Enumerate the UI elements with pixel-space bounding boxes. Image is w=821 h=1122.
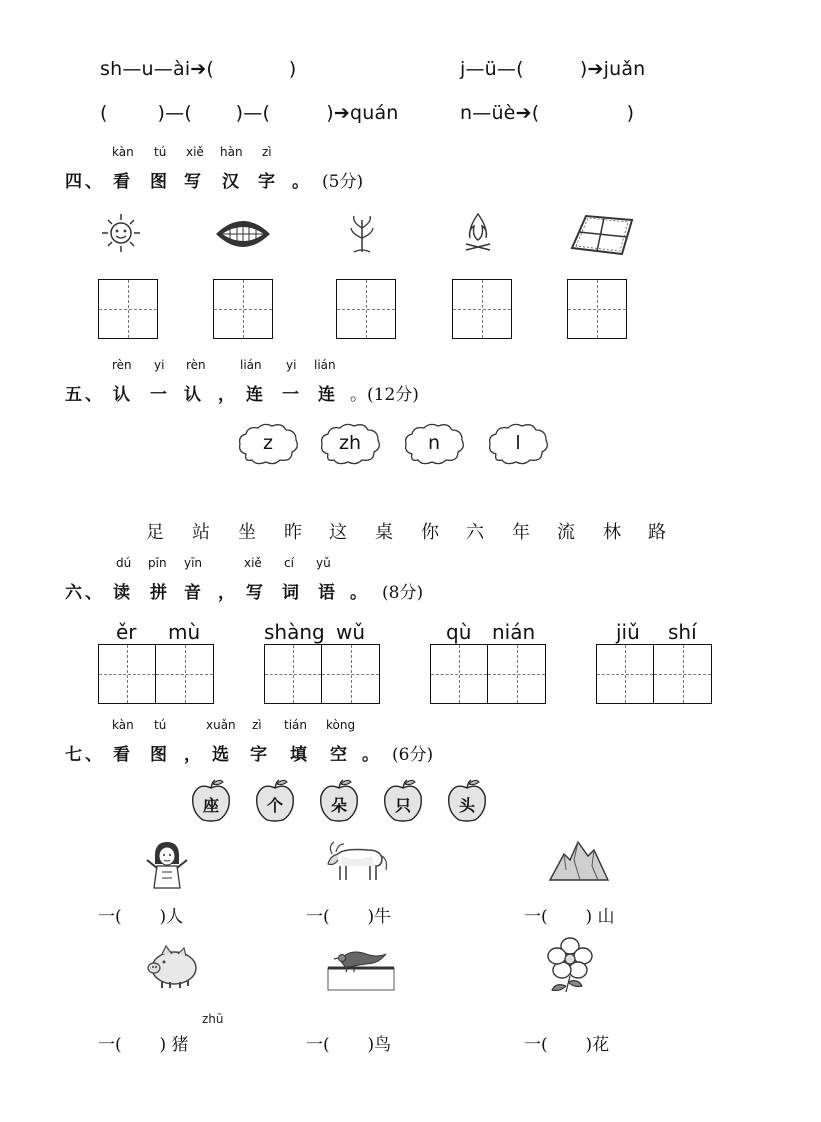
cloud-label: n bbox=[427, 432, 441, 454]
heading-char: 。 bbox=[292, 172, 309, 192]
heading-char: 选 bbox=[212, 745, 229, 765]
heading-char: 汉 bbox=[222, 172, 239, 192]
heading-char: ， bbox=[218, 583, 235, 603]
apple-tou[interactable] bbox=[444, 778, 490, 824]
writing-box[interactable] bbox=[452, 279, 512, 339]
heading-char: 看 bbox=[113, 172, 130, 192]
heading-char: 一 bbox=[282, 385, 299, 405]
heading-char: 看 bbox=[113, 745, 130, 765]
seedling-icon bbox=[346, 212, 378, 258]
word-pinyin: wǔ bbox=[336, 620, 366, 644]
word-char[interactable]: 流 bbox=[557, 522, 575, 543]
writing-box[interactable] bbox=[567, 279, 627, 339]
word-pinyin: mù bbox=[168, 620, 201, 644]
pinyin: lián bbox=[314, 358, 336, 372]
heading-char: 读 bbox=[113, 583, 130, 603]
pinyin: hàn bbox=[220, 145, 243, 159]
section-5-heading bbox=[0, 358, 821, 403]
cloud-zh[interactable] bbox=[318, 420, 382, 466]
word-writing-box[interactable] bbox=[430, 644, 546, 704]
score-label: (5分) bbox=[322, 172, 364, 192]
pinyin-line-2-right: n—üè➔( ) bbox=[460, 102, 635, 124]
heading-char: 词 bbox=[282, 583, 299, 603]
apple-label: 朵 bbox=[330, 796, 347, 815]
fill-blank-niao[interactable]: 一( )鸟 bbox=[306, 1035, 392, 1055]
word-writing-box[interactable] bbox=[596, 644, 712, 704]
score-label: 。(12分) bbox=[350, 385, 419, 405]
pinyin: kòng bbox=[326, 718, 356, 732]
apple-zhi[interactable] bbox=[380, 778, 426, 824]
heading-char: 连 bbox=[318, 385, 335, 405]
apple-label: 个 bbox=[266, 796, 283, 815]
pinyin: zì bbox=[252, 718, 262, 732]
section-number: 四 bbox=[65, 172, 82, 192]
word-pinyin: qù bbox=[446, 620, 472, 644]
bird-icon bbox=[326, 938, 396, 992]
cloud-n[interactable] bbox=[402, 420, 466, 466]
field-icon bbox=[566, 208, 638, 258]
fill-blank-hua[interactable]: 一( )花 bbox=[524, 1035, 610, 1055]
word-char[interactable]: 坐 bbox=[238, 522, 256, 543]
section-number: 六 bbox=[65, 583, 82, 603]
mountain-icon bbox=[548, 836, 610, 884]
word-pinyin: jiǔ bbox=[616, 620, 640, 644]
pinyin: xuǎn bbox=[206, 718, 236, 732]
heading-char: 。 bbox=[350, 583, 367, 603]
word-writing-box[interactable] bbox=[98, 644, 214, 704]
word-char[interactable]: 足 bbox=[146, 522, 164, 543]
cloud-label: l bbox=[515, 432, 521, 454]
apple-duo[interactable] bbox=[316, 778, 362, 824]
pinyin: dú bbox=[116, 556, 132, 570]
word-writing-box[interactable] bbox=[264, 644, 380, 704]
heading-char: 一 bbox=[150, 385, 167, 405]
flower-icon bbox=[542, 936, 602, 994]
matching-characters bbox=[0, 518, 821, 544]
heading-char: 、 bbox=[85, 583, 102, 603]
heading-char: 认 bbox=[184, 385, 201, 405]
fire-icon bbox=[460, 210, 496, 258]
apple-zuo[interactable] bbox=[188, 778, 234, 824]
pinyin: xiě bbox=[244, 556, 262, 570]
fill-blank-ren[interactable]: 一( )人 bbox=[98, 907, 184, 927]
writing-box[interactable] bbox=[98, 279, 158, 339]
apple-label: 只 bbox=[394, 796, 411, 815]
heading-char: 语 bbox=[318, 583, 335, 603]
writing-box[interactable] bbox=[213, 279, 273, 339]
pinyin: tián bbox=[284, 718, 307, 732]
heading-char: 、 bbox=[85, 745, 102, 765]
word-char[interactable]: 站 bbox=[192, 522, 210, 543]
pig-icon bbox=[144, 940, 200, 990]
fill-blank-niu[interactable]: 一( )牛 bbox=[306, 907, 392, 927]
fill-blank-shan[interactable]: 一( ) 山 bbox=[524, 907, 615, 927]
section-number: 五 bbox=[65, 385, 82, 405]
pinyin: kàn bbox=[112, 145, 134, 159]
heading-char: 字 bbox=[258, 172, 275, 192]
word-pinyin: nián bbox=[492, 620, 536, 644]
pinyin: pīn bbox=[148, 556, 167, 570]
cloud-l[interactable] bbox=[486, 420, 550, 466]
pinyin: zì bbox=[262, 145, 272, 159]
word-char[interactable]: 六 bbox=[466, 522, 484, 543]
mouth-icon bbox=[212, 212, 274, 258]
heading-char: 写 bbox=[184, 172, 201, 192]
heading-char: ， bbox=[184, 745, 201, 765]
apple-label: 座 bbox=[202, 796, 219, 815]
section-4-heading bbox=[0, 145, 821, 190]
pinyin: tú bbox=[154, 718, 167, 732]
pinyin: yǔ bbox=[316, 556, 331, 570]
girl-icon bbox=[142, 836, 192, 890]
word-char[interactable]: 昨 bbox=[284, 522, 302, 543]
section-6-heading bbox=[0, 556, 821, 601]
pinyin: cí bbox=[284, 556, 294, 570]
heading-char: 字 bbox=[250, 745, 267, 765]
word-char[interactable]: 这 bbox=[329, 522, 347, 543]
score-label: (8分) bbox=[382, 583, 424, 603]
sun-icon bbox=[100, 212, 142, 254]
word-pinyin: shàng bbox=[264, 620, 325, 644]
cloud-z[interactable] bbox=[236, 420, 300, 466]
heading-char: 认 bbox=[113, 385, 130, 405]
pinyin: rèn bbox=[112, 358, 132, 372]
word-char[interactable]: 你 bbox=[421, 522, 439, 543]
word-char[interactable]: 桌 bbox=[375, 522, 393, 543]
section-7-heading bbox=[0, 718, 821, 763]
score-label: (6分) bbox=[392, 745, 434, 765]
apple-ge[interactable] bbox=[252, 778, 298, 824]
word-pinyin: shí bbox=[668, 620, 697, 644]
word-pinyin: ěr bbox=[116, 620, 137, 644]
heading-char: 连 bbox=[246, 385, 263, 405]
pinyin: kàn bbox=[112, 718, 134, 732]
heading-char: 、 bbox=[85, 172, 102, 192]
section-number: 七 bbox=[65, 745, 82, 765]
ox-icon bbox=[324, 834, 390, 884]
word-char[interactable]: 年 bbox=[512, 522, 530, 543]
pinyin: xiě bbox=[186, 145, 204, 159]
heading-char: 。 bbox=[362, 745, 379, 765]
pinyin: rèn bbox=[186, 358, 206, 372]
pinyin: yīn bbox=[184, 556, 203, 570]
pinyin-zhu: zhū bbox=[202, 1012, 224, 1026]
heading-char: 拼 bbox=[150, 583, 167, 603]
heading-char: 填 bbox=[290, 745, 307, 765]
fill-blank-zhu[interactable]: 一( ) 猪 bbox=[98, 1035, 189, 1055]
pinyin-line-1-left: sh—u—ài➔( ) bbox=[100, 58, 297, 80]
heading-char: 空 bbox=[330, 745, 347, 765]
apple-label: 头 bbox=[458, 796, 475, 815]
word-char[interactable]: 林 bbox=[603, 522, 621, 543]
pinyin: yi bbox=[286, 358, 297, 372]
writing-box[interactable] bbox=[336, 279, 396, 339]
pinyin: tú bbox=[154, 145, 167, 159]
heading-char: 图 bbox=[150, 745, 167, 765]
word-char[interactable]: 路 bbox=[648, 522, 666, 543]
pinyin-line-1-right: j—ü—( )➔juǎn bbox=[460, 58, 646, 80]
pinyin-line-2-left: ( )—( )—( )➔quán bbox=[100, 102, 399, 124]
heading-char: 音 bbox=[184, 583, 201, 603]
cloud-label: z bbox=[263, 432, 273, 454]
pinyin: lián bbox=[240, 358, 262, 372]
heading-char: 、 bbox=[85, 385, 102, 405]
pinyin: yi bbox=[154, 358, 165, 372]
heading-char: 写 bbox=[246, 583, 263, 603]
heading-char: 图 bbox=[150, 172, 167, 192]
heading-char: ， bbox=[218, 385, 235, 405]
cloud-label: zh bbox=[338, 432, 361, 454]
